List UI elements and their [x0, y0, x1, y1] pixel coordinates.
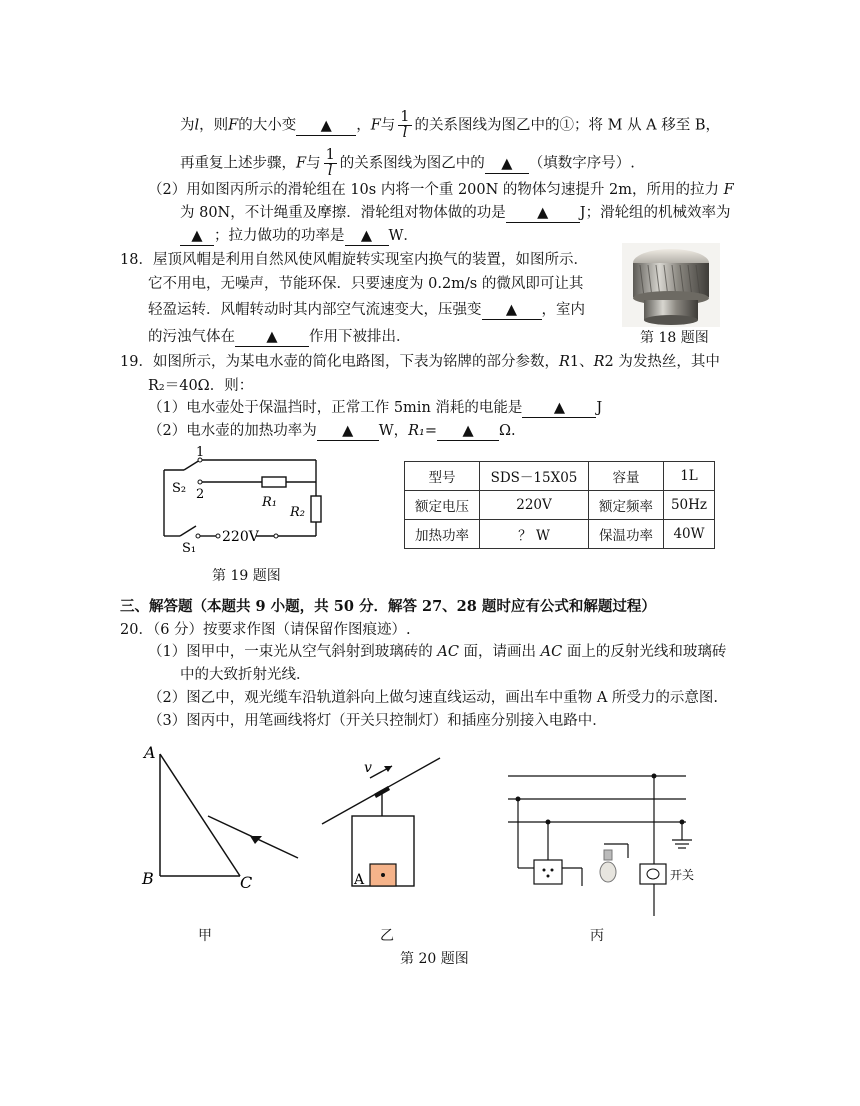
text: ，则 — [199, 117, 229, 134]
text: 1、 — [569, 354, 594, 370]
table-cell: SDS－15X05 — [480, 462, 589, 491]
text: 的大小变 — [238, 117, 297, 134]
text: W， — [378, 423, 409, 439]
var-F: F — [228, 117, 239, 134]
q17-sub2-line3 — [180, 226, 418, 246]
answer-blank[interactable]: ▲ — [506, 204, 580, 223]
var-R: R — [593, 354, 605, 370]
section-3-title: 三、解答题（本题共 9 小题，共 50 分．解答 27、28 题时应有公式和解题过程） — [120, 598, 656, 615]
answer-blank[interactable]: ▲ — [180, 227, 214, 246]
table-cell: 额定电压 — [405, 491, 480, 520]
fraction-1-over-l — [324, 148, 337, 179]
resistor-r2-label: R₂ — [290, 505, 305, 520]
q18-line2: 它不用电，无噪声，节能环保．只要速度为 0.2m/s 的微风即可让其 — [148, 276, 584, 292]
q17-line2 — [180, 148, 635, 179]
text: （2）用如图丙所示的滑轮组在 10s 内将一个重 200N 的物体匀速提升 2m，所用的拉力 — [148, 182, 719, 198]
text: W． — [388, 228, 418, 244]
table-cell: 额定频率 — [589, 491, 664, 520]
q18-line1: 18．屋顶风帽是利用自然风使风帽旋转实现室内换气的装置，如图所示． — [120, 252, 588, 268]
velocity-label: v — [364, 760, 372, 776]
vertex-c: C — [240, 873, 253, 892]
glass-prism-figure — [138, 742, 308, 892]
table-cell: 1L — [664, 462, 715, 491]
var-AC: AC — [540, 644, 563, 660]
switch-contact-2: 2 — [196, 487, 205, 502]
var-F: F — [370, 117, 381, 134]
var-F: F — [296, 155, 307, 172]
kettle-nameplate-table — [404, 461, 715, 549]
figure-label-jia: 甲 — [198, 928, 212, 944]
q20-sub2: （2）图乙中，观光缆车沿轨道斜向上做匀速直线运动，画出车中重物 A 所受力的示意图. — [148, 690, 719, 706]
text: 的关系图线为图乙中的 — [339, 155, 485, 172]
vertex-b: B — [142, 869, 154, 888]
text: J — [596, 400, 603, 416]
fraction-numerator: 1 — [325, 147, 335, 163]
var-AC: AC — [437, 644, 459, 660]
text: 为 — [180, 117, 195, 134]
text: 与 — [306, 155, 321, 172]
table-cell: 50Hz — [664, 491, 715, 520]
text: 作用下被排出． — [309, 329, 411, 345]
text: R₁= — [408, 423, 438, 439]
q17-sub2-line1 — [148, 180, 734, 200]
text: （填数字序号）. — [528, 155, 635, 172]
figure-label-bing: 丙 — [590, 928, 604, 944]
table-cell: 加热功率 — [405, 520, 480, 549]
table-cell: 40W — [664, 520, 715, 549]
q18-caption: 第 18 题图 — [640, 330, 709, 346]
text: 面上的反射光线和玻璃砖 — [566, 644, 727, 660]
text: 轻盈运转．风帽转动时其内部空气流速变大，压强变 — [148, 302, 482, 318]
fraction-denominator: l — [327, 163, 333, 179]
text: 与 — [380, 117, 396, 134]
q20-sub3: （3）图丙中，用笔画线将灯（开关只控制灯）和插座分别接入电路中． — [148, 713, 607, 729]
var-R: R — [558, 354, 570, 370]
answer-blank[interactable]: ▲ — [522, 399, 596, 418]
q18-line4 — [148, 327, 411, 347]
switch-s2-label: S₂ — [172, 481, 187, 496]
text: Ω. — [499, 423, 516, 439]
text: （1）图甲中，一束光从空气斜射到玻璃砖的 — [148, 644, 433, 660]
q19-sub2 — [148, 421, 516, 441]
text: 2 为发热丝，其中 — [604, 354, 720, 370]
q18-line3 — [148, 300, 585, 320]
q20-sub1-cont: 中的大致折射光线． — [180, 667, 311, 683]
fraction-numerator: 1 — [400, 109, 410, 125]
answer-blank[interactable]: ▲ — [317, 422, 379, 441]
table-row — [405, 462, 715, 491]
q19-sub1 — [148, 398, 602, 418]
text: 面，请画出 — [463, 644, 537, 660]
vertex-a: A — [144, 743, 156, 762]
fraction-denominator: l — [402, 125, 408, 141]
var-F: F — [723, 182, 734, 198]
q19-caption: 第 19 题图 — [212, 568, 281, 584]
text: ，室内 — [541, 302, 585, 318]
answer-blank[interactable]: ▲ — [485, 155, 529, 174]
fraction-1-over-l — [398, 110, 411, 141]
q20-sub1 — [148, 642, 726, 662]
table-row — [405, 520, 715, 549]
q17-sub2-line2 — [180, 203, 731, 223]
answer-blank[interactable]: ▲ — [235, 328, 309, 347]
answer-blank[interactable]: ▲ — [482, 301, 542, 320]
q17-line1 — [180, 110, 720, 141]
switch-contact-1: 1 — [196, 446, 205, 460]
kettle-circuit-diagram — [150, 446, 340, 558]
q19-line1 — [120, 352, 720, 372]
figure-label-yi: 乙 — [380, 928, 394, 944]
voltage-label: 220V — [222, 529, 259, 545]
text: 19．如图所示，为某电水壶的简化电路图，下表为铭牌的部分参数， — [120, 354, 559, 370]
switch-label: 开关 — [670, 868, 695, 882]
table-cell: 型号 — [405, 462, 480, 491]
cable-car-figure — [318, 752, 446, 892]
household-circuit-figure — [504, 766, 704, 918]
table-cell: 保温功率 — [589, 520, 664, 549]
text: ；拉力做功的功率是 — [214, 228, 345, 244]
table-cell: 容量 — [589, 462, 664, 491]
text: ， — [356, 117, 371, 134]
weight-a-label: A — [354, 872, 365, 888]
table-cell: 220V — [480, 491, 589, 520]
resistor-r1-label: R₁ — [262, 495, 277, 510]
table-cell: ？ W — [480, 520, 589, 549]
q19-line2: R₂＝40Ω．则： — [148, 378, 254, 394]
text: 再重复上述步骤， — [180, 155, 296, 172]
answer-blank[interactable]: ▲ — [345, 227, 389, 246]
text: J；滑轮组的机械效率为 — [579, 205, 731, 221]
var-l: l — [194, 117, 200, 134]
text: （2）电水壶的加热功率为 — [148, 423, 317, 439]
text: 的污浊气体在 — [148, 329, 235, 345]
text: （1）电水壶处于保温挡时，正常工作 5min 消耗的电能是 — [148, 400, 523, 416]
answer-blank[interactable]: ▲ — [296, 117, 356, 136]
q20-line1: 20．（6 分）按要求作图（请保留作图痕迹）. — [120, 622, 411, 638]
switch-s1-label: S₁ — [182, 541, 197, 556]
roof-ventilator-image — [622, 243, 720, 327]
text: 为 80N，不计绳重及摩擦．滑轮组对物体做的功是 — [180, 205, 506, 221]
q20-caption: 第 20 题图 — [400, 951, 469, 967]
table-row — [405, 491, 715, 520]
text: 的关系图线为图乙中的①；将 M 从 A 移至 B， — [414, 117, 721, 134]
answer-blank[interactable]: ▲ — [437, 422, 499, 441]
